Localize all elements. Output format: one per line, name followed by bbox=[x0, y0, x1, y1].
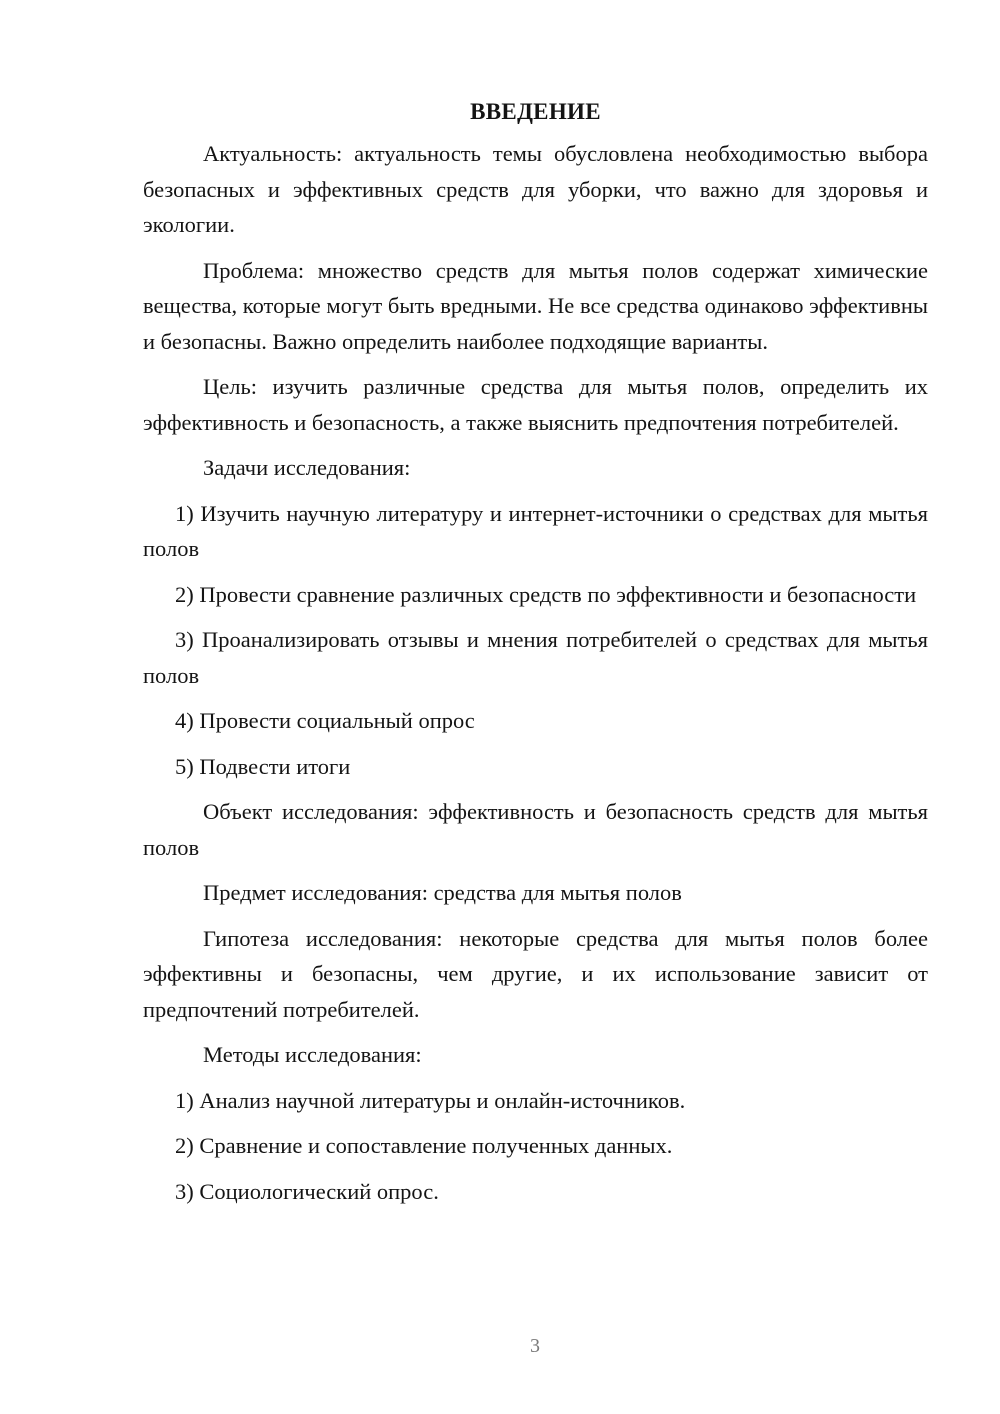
hypothesis-paragraph: Гипотеза исследования: некоторые средства для мытья полов более эффективны и безопасны, чем другие, и их использование зависит от предпочтений потребителей. bbox=[143, 925, 928, 1022]
task-item-2: 2) Провести сравнение различных средств по эффективности и безопасности bbox=[175, 581, 917, 607]
task-item-5: 5) Подвести итоги bbox=[175, 753, 351, 779]
problem-paragraph: Проблема: множество средств для мытья полов содержат химические вещества, которые могут быть вредными. Не все средства одинаково эффективны и безопасны. Важно определить наиболее подходящие варианты. bbox=[143, 257, 928, 354]
subject-paragraph: Предмет исследования: средства для мытья полов bbox=[203, 880, 682, 905]
task-item-3: 3) Проанализировать отзывы и мнения потребителей о средствах для мытья полов bbox=[143, 627, 928, 688]
method-item-1: 1) Анализ научной литературы и онлайн-источников. bbox=[175, 1087, 686, 1113]
page-number: 3 bbox=[530, 1335, 540, 1357]
object-paragraph: Объект исследования: эффективность и безопасность средств для мытья полов bbox=[143, 799, 928, 860]
section-title: ВВЕДЕНИЕ bbox=[470, 99, 601, 124]
method-item-2: 2) Сравнение и сопоставление полученных данных. bbox=[175, 1133, 673, 1158]
page-content bbox=[143, 94, 928, 1219]
tasks-heading: Задачи исследования: bbox=[203, 455, 411, 480]
method-item-3: 3) Социологический опрос. bbox=[175, 1178, 439, 1204]
methods-heading: Методы исследования: bbox=[203, 1042, 422, 1067]
task-item-1: 1) Изучить научную литературу и интернет-источники о средствах для мытья полов bbox=[143, 500, 928, 561]
task-item-4: 4) Провести социальный опрос bbox=[175, 708, 475, 733]
goal-paragraph: Цель: изучить различные средства для мытья полов, определить их эффективность и безопасность, а также выяснить предпочтения потребителей. bbox=[143, 374, 928, 435]
relevance-paragraph: Актуальность: актуальность темы обусловлена необходимостью выбора безопасных и эффективных средств для уборки, что важно для здоровья и экологии. bbox=[143, 141, 928, 237]
